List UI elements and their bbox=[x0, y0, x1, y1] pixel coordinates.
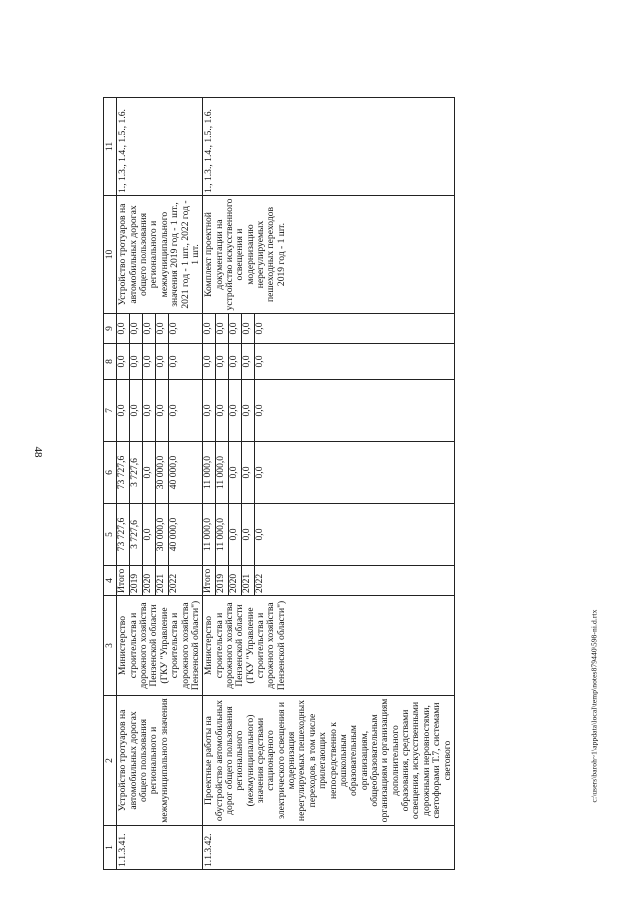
federal-budget-value: 0,0 bbox=[216, 380, 229, 441]
regional-budget-value: 30 000,0 bbox=[156, 442, 169, 503]
regional-budget-value: 73 727,6 bbox=[117, 442, 130, 503]
federal-budget-value: 0,0 bbox=[143, 380, 156, 441]
federal-budget-value: 0,0 bbox=[254, 404, 266, 417]
total-funding-value: 0,0 bbox=[254, 528, 266, 541]
regional-budget-value: 0,0 bbox=[254, 466, 266, 479]
row-number: 1.1.3.42. bbox=[203, 826, 455, 870]
other-sources-value: 0,0 bbox=[143, 314, 156, 343]
indicator-text: Комплект проектной документации на устройство искусственного освещения и модернизацию нерегулируемых пешеходных переходов 2019 год - 1 шт. bbox=[203, 196, 455, 314]
footer-path: c:\users\baroh~1\appdata\local\temp\notes879440\598-ni.d.rtx bbox=[589, 609, 599, 803]
regional-budget bbox=[203, 442, 455, 504]
local-budget-value: 0,0 bbox=[229, 344, 242, 379]
total-funding-value: 73 727,6 bbox=[117, 504, 130, 565]
executor: Министерство строительства и дорожного хозяйства Пензенской области (ГКУ "Управление строительства и дорожного хозяйства Пензенской области") bbox=[117, 596, 203, 696]
other-sources-value: 0,0 bbox=[168, 322, 180, 335]
other-sources bbox=[203, 314, 455, 344]
total-funding-value: 11 000,0 bbox=[203, 504, 216, 565]
years-list-value: Итого bbox=[117, 566, 130, 595]
total-funding-value: 0,0 bbox=[229, 504, 242, 565]
other-sources-value: 0,0 bbox=[216, 314, 229, 343]
header-col-4: 4 bbox=[104, 566, 117, 596]
table-row bbox=[117, 98, 203, 870]
years-list-value: 2022 bbox=[168, 573, 180, 593]
row-number: 1.1.3.41. bbox=[117, 826, 203, 870]
total-funding bbox=[117, 504, 203, 566]
other-sources-value: 0,0 bbox=[229, 314, 242, 343]
program-table bbox=[103, 97, 455, 870]
header-col-10: 10 bbox=[104, 196, 117, 314]
regional-budget-value: 3 727,6 bbox=[130, 442, 143, 503]
header-col-1: 1 bbox=[104, 826, 117, 870]
local-budget-value: 0,0 bbox=[216, 344, 229, 379]
other-sources-value: 0,0 bbox=[203, 314, 216, 343]
other-sources bbox=[117, 314, 203, 344]
total-funding-value: 40 000,0 bbox=[168, 517, 180, 552]
local-budget-value: 0,0 bbox=[143, 344, 156, 379]
executor: Министерство строительства и дорожного хозяйства Пензенской области (ГКУ "Управление строительства и дорожного хозяйства Пензенской области") bbox=[203, 596, 455, 696]
regional-budget-value: 11 000,0 bbox=[216, 442, 229, 503]
page-number: 48 bbox=[32, 446, 44, 458]
header-col-5: 5 bbox=[104, 504, 117, 566]
other-sources-value: 0,0 bbox=[156, 314, 169, 343]
linked-indicators: 1., 1.3., 1.4., 1.5., 1.6. bbox=[117, 98, 203, 196]
other-sources-value: 0,0 bbox=[242, 314, 255, 343]
federal-budget-value: 0,0 bbox=[130, 380, 143, 441]
federal-budget-value: 0,0 bbox=[168, 404, 180, 417]
regional-budget bbox=[117, 442, 203, 504]
federal-budget-value: 0,0 bbox=[117, 380, 130, 441]
regional-budget-value: 0,0 bbox=[143, 442, 156, 503]
regional-budget-value: 0,0 bbox=[229, 442, 242, 503]
years-list-value: 2021 bbox=[156, 566, 169, 595]
local-budget-value: 0,0 bbox=[203, 344, 216, 379]
years-list-value: Итого bbox=[203, 566, 216, 595]
years-list-value: 2019 bbox=[216, 566, 229, 595]
other-sources-value: 0,0 bbox=[117, 314, 130, 343]
local-budget-value: 0,0 bbox=[130, 344, 143, 379]
header-col-8: 8 bbox=[104, 344, 117, 380]
federal-budget-value: 0,0 bbox=[229, 380, 242, 441]
linked-indicators: 1., 1.3., 1.4., 1.5., 1.6. bbox=[203, 98, 455, 196]
header-col-3: 3 bbox=[104, 596, 117, 696]
years-list bbox=[203, 566, 455, 596]
table-row bbox=[203, 98, 455, 870]
total-funding-value: 30 000,0 bbox=[156, 504, 169, 565]
regional-budget-value: 40 000,0 bbox=[168, 455, 180, 490]
total-funding-value: 0,0 bbox=[242, 504, 255, 565]
years-list-value: 2022 bbox=[254, 573, 266, 593]
years-list-value: 2020 bbox=[229, 566, 242, 595]
total-funding-value: 3 727,6 bbox=[130, 504, 143, 565]
event-name: Устройство тротуаров на автомобильных дорогах общего пользования регионального и межмуниципального значения bbox=[117, 696, 203, 826]
total-funding-value: 11 000,0 bbox=[216, 504, 229, 565]
event-name: Проектные работы на обустройство автомобильных дорог общего пользования регионального (межмуниципального) значения средствами стационарного электрического освещения и модернизация нерегулируемых пешеходных переходов, в том числе прилегающих непосредственно к дошкольным образовательным организациям, общеобразовательным организациям и организациям дополнительного образования, средствами освещения, искусственными дорожными неровностями, светофорами Т.7, системами светового bbox=[203, 696, 455, 826]
other-sources-value: 0,0 bbox=[130, 314, 143, 343]
local-budget-value: 0,0 bbox=[168, 355, 180, 368]
indicator-text: Устройство тротуаров на автомобильных дорогах общего пользования регионального и межмуниципального значения 2019 год - 1 шт., 2021 год - 1 шт., 2022 год - 1 шт. bbox=[117, 196, 203, 314]
total-funding bbox=[203, 504, 455, 566]
federal-budget bbox=[117, 380, 203, 442]
local-budget-value: 0,0 bbox=[156, 344, 169, 379]
years-list-value: 2019 bbox=[130, 566, 143, 595]
regional-budget-value: 0,0 bbox=[242, 442, 255, 503]
header-col-7: 7 bbox=[104, 380, 117, 442]
years-list-value: 2020 bbox=[143, 566, 156, 595]
local-budget-value: 0,0 bbox=[242, 344, 255, 379]
header-col-6: 6 bbox=[104, 442, 117, 504]
header-row bbox=[104, 98, 117, 870]
other-sources-value: 0,0 bbox=[254, 322, 266, 335]
federal-budget-value: 0,0 bbox=[203, 380, 216, 441]
federal-budget bbox=[203, 380, 455, 442]
years-list-value: 2021 bbox=[242, 566, 255, 595]
local-budget bbox=[117, 344, 203, 380]
years-list bbox=[117, 566, 203, 596]
local-budget bbox=[203, 344, 455, 380]
header-col-11: 11 bbox=[104, 98, 117, 196]
federal-budget-value: 0,0 bbox=[242, 380, 255, 441]
total-funding-value: 0,0 bbox=[143, 504, 156, 565]
header-col-2: 2 bbox=[104, 696, 117, 826]
header-col-9: 9 bbox=[104, 314, 117, 344]
federal-budget-value: 0,0 bbox=[156, 380, 169, 441]
table-container bbox=[103, 98, 577, 870]
local-budget-value: 0,0 bbox=[117, 344, 130, 379]
local-budget-value: 0,0 bbox=[254, 355, 266, 368]
regional-budget-value: 11 000,0 bbox=[203, 442, 216, 503]
